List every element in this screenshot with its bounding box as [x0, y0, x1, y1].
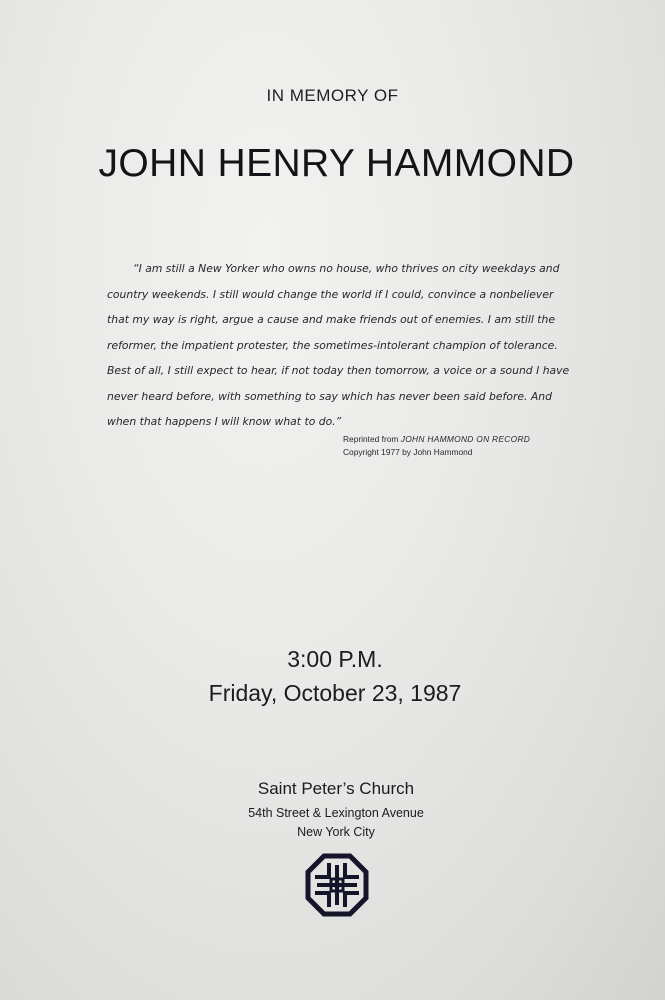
- copyright-notice: Copyright 1977 by John Hammond: [343, 447, 473, 457]
- quote-line: country weekends. I still would change the world if I could, convince a nonbeliever: [107, 287, 554, 301]
- church-emblem-icon: [305, 853, 369, 917]
- reprint-prefix: Reprinted from: [343, 434, 399, 444]
- quote-line: Best of all, I still expect to hear, if not today then tomorrow, a voice or a sound I have: [107, 364, 570, 377]
- quote-line: “I am still a New Yorker who owns no house, who thrives on city weekdays and: [133, 262, 560, 275]
- service-date: Friday, October 23, 1987: [208, 680, 462, 706]
- quote-line: that my way is right, argue a cause and make friends out of enemies. I am still the: [107, 313, 555, 326]
- honoree-name: JOHN HENRY HAMMOND: [98, 142, 575, 185]
- in-memory-of-heading: IN MEMORY OF: [266, 86, 399, 105]
- quote-line: when that happens I will know what to do.”: [107, 415, 342, 428]
- book-title: JOHN HAMMOND ON RECORD: [400, 434, 531, 444]
- venue-street: 54th Street & Lexington Avenue: [248, 806, 424, 820]
- quote-line: never heard before, with something to say which has never been said before. And: [107, 389, 552, 403]
- service-time: 3:00 P.M.: [287, 646, 383, 672]
- quote-credit: [343, 433, 530, 459]
- venue-city: New York City: [297, 825, 375, 839]
- reprint-source: [343, 433, 530, 446]
- memorial-quote: [107, 256, 570, 435]
- venue-name: Saint Peter’s Church: [257, 779, 415, 798]
- quote-line: reformer, the impatient protester, the sometimes-intolerant champion of tolerance.: [107, 338, 558, 352]
